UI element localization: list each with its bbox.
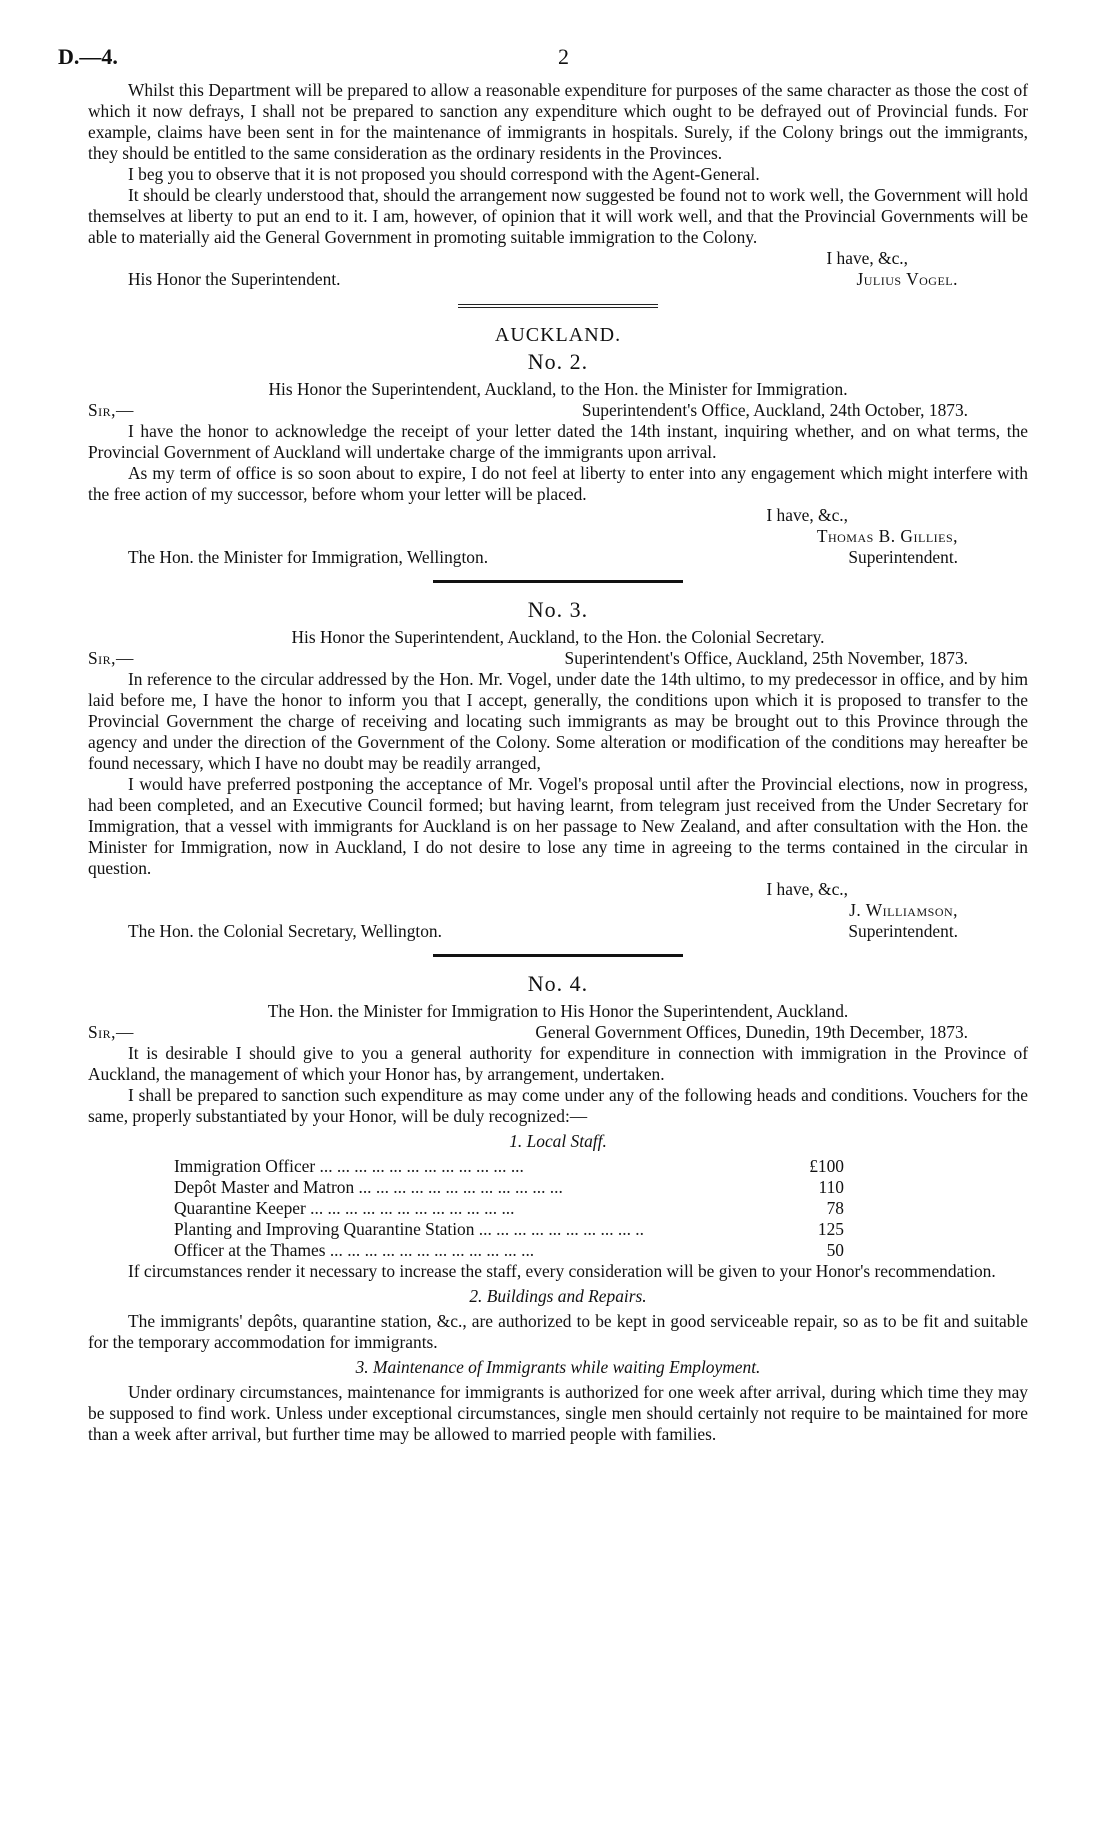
buildings-paragraph: The immigrants' depôts, quarantine station, &c., are authorized to be kept in good serviceable repair, so as to be fit and suitable for the temporary accommodation for immigrants. [88, 1311, 1028, 1352]
staff-amount: 110 [818, 1177, 844, 1197]
signatory: Julius Vogel. [856, 269, 958, 289]
document-page [58, 44, 1028, 1445]
letter-paragraph: I would have preferred postponing the acceptance of Mr. Vogel's proposal until after the Provincial elections, now in progress, had been completed, and an Executive Council formed; but having learnt, from telegram just received from the Under Secretary for Immigration, that a vessel with immigrants for Auckland is on her passage to New Zealand, and after consultation with the Hon. the Minister for Immigration, now in Auckland, I do not desire to lose any time in agreeing to the terms contained in the circular in question. [88, 774, 1028, 878]
letter-address [88, 648, 1028, 669]
signatory-line [88, 900, 1028, 921]
staff-row [174, 1156, 874, 1177]
signature-line [88, 269, 1028, 290]
letter-location: General Government Offices, Dunedin, 19th December, 1873. [535, 1022, 968, 1042]
section-divider [433, 580, 683, 583]
salutation: Sir,— [88, 648, 134, 668]
intro-paragraph: Whilst this Department will be prepared to allow a reasonable expenditure for purposes of the same character as those the cost of which it now defrays, I shall not be prepared to sanction any expenditure which ought to be defrayed out of Provincial funds. For example, claims have been sent in for the maintenance of immigrants in hospitals. Surely, if the Colony brings out the immigrants, they should be entitled to the same consideration as the ordinary residents in the Provinces. [88, 80, 1028, 163]
signatory: J. Williamson, [849, 900, 958, 920]
staff-amount: 125 [817, 1219, 844, 1239]
letter-address [88, 1022, 1028, 1043]
staff-name: Officer at the Thames ... . [174, 1240, 644, 1261]
letter-number: No. 2. [527, 349, 589, 374]
staff-name: Quarantine Keeper ... . [174, 1198, 644, 1219]
letter-heading: The Hon. the Minister for Immigration to His Honor the Superintendent, Auckland. [267, 1001, 849, 1021]
letter-location: Superintendent's Office, Auckland, 25th November, 1873. [564, 648, 968, 668]
letter-location: Superintendent's Office, Auckland, 24th October, 1873. [581, 400, 968, 420]
page-header [58, 44, 1028, 80]
signature-line [88, 921, 1028, 942]
document-reference: D.—4. [58, 44, 118, 69]
staff-name: Depôt Master and Matron ... . [174, 1177, 644, 1198]
letter-paragraph: In reference to the circular addressed by the Hon. Mr. Vogel, under date the 14th ultimo, to my predecessor in office, and by him laid before me, I have the honor to inform you that I accept, generally, the conditions upon which it is proposed to transfer to the Provincial Government the charge of receiving and locating such immigrants as may be brought out to this Province through the agency and under the direction of the Government of the Colony. Some alteration or modification of the conditions may hereafter be found necessary, which I have no doubt may be readily arranged, [88, 669, 1028, 773]
signatory-line [88, 526, 1028, 547]
closing-line: I have, &c., [766, 505, 848, 525]
closing-line: I have, &c., [826, 248, 908, 268]
salutation: Sir,— [88, 400, 134, 420]
section-divider [433, 954, 683, 957]
staff-row [174, 1240, 874, 1261]
staff-amount: £100 [809, 1156, 844, 1176]
letter-paragraph: It is desirable I should give to you a general authority for expenditure in connection with immigration in the Province of Auckland, the management of which your Honor has, by arrangement, undertaken. [88, 1043, 1028, 1084]
addressee: His Honor the Superintendent. [128, 269, 341, 289]
staff-note: If circumstances render it necessary to increase the staff, every consideration will be given to your Honor's recommendation. [128, 1261, 996, 1281]
letter-number: No. 4. [527, 971, 589, 996]
section-divider [458, 304, 658, 308]
staff-row [174, 1177, 874, 1198]
subheading-maintenance: 3. Maintenance of Immigrants while waiting Employment. [355, 1357, 761, 1377]
subheading-local-staff: 1. Local Staff. [509, 1131, 607, 1151]
letter-heading: His Honor the Superintendent, Auckland, to the Hon. the Colonial Secretary. [291, 627, 825, 647]
signatory: Thomas B. Gillies, [816, 526, 958, 546]
staff-name: Planting and Improving Quarantine Station ... . [174, 1219, 644, 1240]
signatory-title: Superintendent. [848, 547, 958, 567]
page-number: 2 [558, 44, 569, 69]
closing-line: I have, &c., [766, 879, 848, 899]
salutation: Sir,— [88, 1022, 134, 1042]
letter-paragraph: I shall be prepared to sanction such expenditure as may come under any of the following heads and conditions. Vouchers for the same, properly substantiated by your Honor, will be duly recognized:— [88, 1085, 1028, 1126]
maintenance-paragraph: Under ordinary circumstances, maintenance for immigrants is authorized for one week after arrival, during which time they may be supposed to find work. Unless under exceptional circumstances, single men should certainly not require to be maintained for more than a week after arrival, but further time may be allowed to married people with families. [88, 1382, 1028, 1444]
staff-amount: 78 [826, 1198, 844, 1218]
staff-name: Immigration Officer ... . [174, 1156, 644, 1177]
intro-paragraph: It should be clearly understood that, should the arrangement now suggested be found not to work well, the Government will hold themselves at liberty to put an end to it. I am, however, of opinion that it will work well, and that the Provincial Governments will be able to materially aid the General Government in promoting suitable immigration to the Colony. [88, 185, 1028, 247]
addressee: The Hon. the Minister for Immigration, Wellington. [128, 547, 489, 567]
staff-table [174, 1156, 874, 1261]
letter-address [88, 400, 1028, 421]
addressee: The Hon. the Colonial Secretary, Wellington. [128, 921, 442, 941]
letter-paragraph: As my term of office is so soon about to expire, I do not feel at liberty to enter into any engagement which might interfere with the free action of my successor, before whom your letter will be placed. [88, 463, 1028, 504]
intro-paragraph: I beg you to observe that it is not proposed you should correspond with the Agent-General. [128, 164, 760, 184]
staff-amount: 50 [826, 1240, 844, 1260]
signature-line [88, 547, 1028, 568]
letter-heading: His Honor the Superintendent, Auckland, to the Hon. the Minister for Immigration. [268, 379, 848, 399]
staff-row [174, 1219, 874, 1240]
subheading-buildings: 2. Buildings and Repairs. [469, 1286, 647, 1306]
letter-paragraph: I have the honor to acknowledge the receipt of your letter dated the 14th instant, inquiring whether, and on what terms, the Provincial Government of Auckland will undertake charge of the immigrants upon arrival. [88, 421, 1028, 462]
section-title: AUCKLAND. [494, 324, 622, 346]
letter-number: No. 3. [527, 597, 589, 622]
signatory-title: Superintendent. [848, 921, 958, 941]
staff-row [174, 1198, 874, 1219]
